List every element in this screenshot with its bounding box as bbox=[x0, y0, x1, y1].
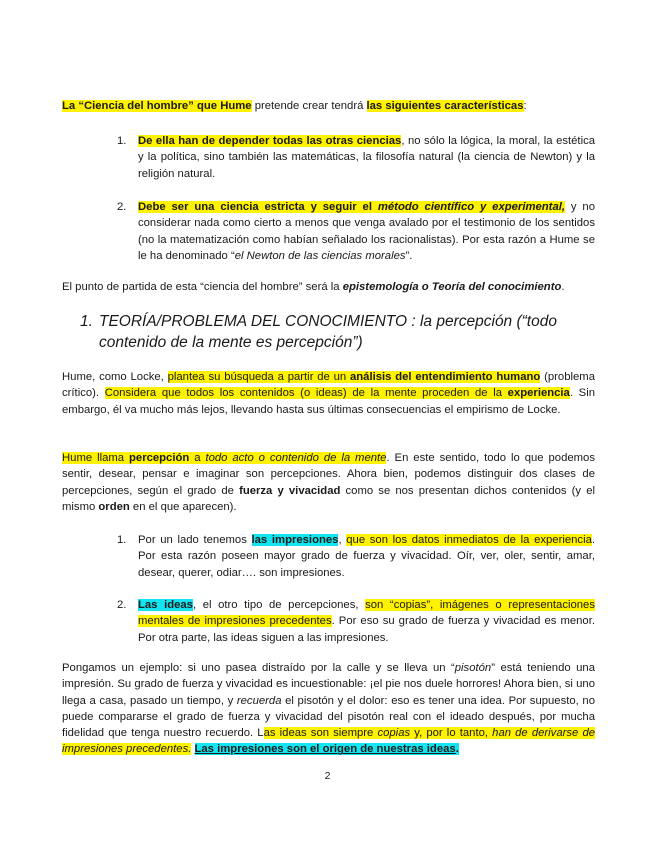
section-heading: TEORÍA/PROBLEMA DEL CONOCIMIENTO : la percepción (“todo contenido de la mente es percepción”) bbox=[99, 313, 557, 351]
list1-item-1: De ella han de depender todas las otras ciencias, no sólo la lógica, la moral, la estética y la política, sino también las matemáticas, la filosofía natural (la ciencia de Newton) y la religión natural. bbox=[138, 135, 596, 180]
intro-paragraph: La “Ciencia del hombre” que Hume pretende crear tendrá las siguientes características: bbox=[62, 100, 527, 112]
heading-num: 1. bbox=[80, 313, 93, 330]
list1-item-2: Debe ser una ciencia estricta y seguir el método científico y experimental, y no considerar nada como cierto a menos que venga avalado por el testimonio de los sentidos (no la matematización como habían señalado los racionalistas). Por esta razón a Hume se le ha denominado “el Newton de las ciencias morales”. bbox=[138, 201, 595, 262]
list2-num-2: 2. bbox=[117, 599, 127, 611]
list1-num-1: 1. bbox=[117, 135, 127, 147]
list2-item-impresiones: Por un lado tenemos las impresiones, que son los datos inmediatos de la experiencia. Por esta razón poseen mayor grado de fuerza y vivacidad. Oír, ver, oler, sentir, amar, desear, querer, odiar…. son impresiones. bbox=[138, 534, 595, 579]
hl-ciencia-hombre: La “Ciencia del hombre” que Hume bbox=[62, 100, 252, 112]
paragraph-percepcion: Hume llama percepción a todo acto o contenido de la mente. En este sentido, todo lo que podemos sentir, desear, pensar e imaginar son percepciones. Ahora bien, podemos distinguir dos clases de percepciones, según el grado de fuerza y vivacidad como se nos presentan dichos contenidos (y el mismo orden en el que aparecen). bbox=[62, 452, 596, 513]
paragraph-hume-locke: Hume, como Locke, plantea su búsqueda a partir de un análisis del entendimiento humano (problema crítico). Considera que todos los contenidos (o ideas) de la mente proceden de la experiencia. Sin embargo, él va mucho más lejos, llevando hasta sus últimas consecuencias el empirismo de Locke. bbox=[62, 371, 595, 416]
page-number: 2 bbox=[324, 770, 331, 782]
hl-origen-ideas: Las impresiones son el origen de nuestras ideas. bbox=[194, 743, 459, 756]
list2-item-ideas: Las ideas, el otro tipo de percepciones, son “copias”, imágenes o representaciones mentales de impresiones precedentes. Por eso su grado de fuerza y vivacidad es menor. Por otra parte, las ideas siguen a las impresiones. bbox=[138, 599, 595, 644]
list2-num-1: 1. bbox=[117, 534, 127, 546]
list1-num-2: 2. bbox=[117, 201, 127, 213]
hl-caracteristicas: las siguientes características bbox=[366, 100, 524, 112]
partida-paragraph: El punto de partida de esta “ciencia del hombre” será la epistemología o Teoría del conocimiento. bbox=[62, 281, 565, 293]
paragraph-ejemplo: Pongamos un ejemplo: si uno pasea distraído por la calle y se lleva un “pisotón” está teniendo una impresión. Su grado de fuerza y vivacidad es incuestionable: ¡el pie nos duele horrores! Ahora bien, si uno llega a casa, pasado un tiempo, y recuerda el pisotón y el dolor: eso es tener una idea. Por supuesto, no puede compararse el grado de fuerza y vivacidad del pisotón real con el ideado después, por mucha fidelidad que tenga nuestro recuerdo. Las ideas son siempre copias y, por lo tanto, han de derivarse de impresiones precedentes. Las impresiones son el origen de nuestras ideas. bbox=[62, 662, 596, 756]
